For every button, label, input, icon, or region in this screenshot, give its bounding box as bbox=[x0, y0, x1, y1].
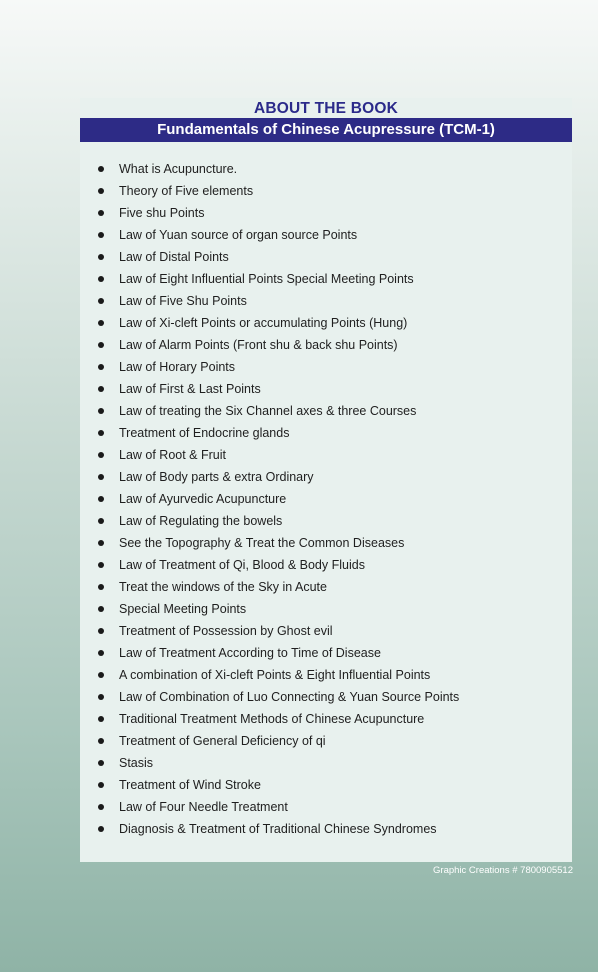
bullet-icon bbox=[98, 694, 104, 700]
bullet-icon bbox=[98, 540, 104, 546]
bullet-icon bbox=[98, 826, 104, 832]
bullet-icon bbox=[98, 562, 104, 568]
list-item-label: Law of treating the Six Channel axes & three Courses bbox=[119, 404, 417, 418]
bullet-icon bbox=[98, 672, 104, 678]
bullet-icon bbox=[98, 496, 104, 502]
list-item-label: Five shu Points bbox=[119, 206, 205, 220]
list-item-label: Law of Regulating the bowels bbox=[119, 514, 283, 528]
bullet-icon bbox=[98, 364, 104, 370]
bullet-icon bbox=[98, 804, 104, 810]
list-item bbox=[80, 642, 459, 664]
list-item bbox=[80, 224, 459, 246]
list-item bbox=[80, 752, 459, 774]
list-item bbox=[80, 356, 459, 378]
list-item-label: Law of Four Needle Treatment bbox=[119, 800, 288, 814]
bullet-icon bbox=[98, 276, 104, 282]
list-item-label: Treatment of General Deficiency of qi bbox=[119, 734, 326, 748]
bullet-icon bbox=[98, 342, 104, 348]
bullet-icon bbox=[98, 254, 104, 260]
list-item bbox=[80, 378, 459, 400]
list-item bbox=[80, 532, 459, 554]
list-item-label: Law of Alarm Points (Front shu & back shu Points) bbox=[119, 338, 398, 352]
list-item-label: Treatment of Wind Stroke bbox=[119, 778, 261, 792]
bullet-icon bbox=[98, 650, 104, 656]
list-item-label: Diagnosis & Treatment of Traditional Chinese Syndromes bbox=[119, 822, 437, 836]
list-item bbox=[80, 708, 459, 730]
list-item-label: Stasis bbox=[119, 756, 154, 770]
bullet-icon bbox=[98, 452, 104, 458]
list-item-label: Law of Eight Influential Points Special Meeting Points bbox=[119, 272, 414, 286]
list-item-label: Law of Treatment of Qi, Blood & Body Fluids bbox=[119, 558, 365, 572]
book-title-banner: Fundamentals of Chinese Acupressure (TCM-1) bbox=[80, 118, 572, 142]
list-item bbox=[80, 510, 459, 532]
list-item-label: See the Topography & Treat the Common Diseases bbox=[119, 536, 405, 550]
list-item-label: What is Acupuncture. bbox=[119, 162, 238, 176]
list-item bbox=[80, 202, 459, 224]
bullet-icon bbox=[98, 166, 104, 172]
list-item bbox=[80, 598, 459, 620]
bullet-icon bbox=[98, 628, 104, 634]
list-item-label: Special Meeting Points bbox=[119, 602, 247, 616]
list-item bbox=[80, 796, 459, 818]
list-item bbox=[80, 620, 459, 642]
list-item-label: Treatment of Endocrine glands bbox=[119, 426, 290, 440]
list-item-label: Law of Horary Points bbox=[119, 360, 236, 374]
list-item-label: Law of Xi-cleft Points or accumulating Points (Hung) bbox=[119, 316, 408, 330]
list-item-label: Law of Treatment According to Time of Disease bbox=[119, 646, 381, 660]
bullet-icon bbox=[98, 430, 104, 436]
bullet-icon bbox=[98, 408, 104, 414]
list-item bbox=[80, 334, 459, 356]
bullet-icon bbox=[98, 210, 104, 216]
list-item bbox=[80, 268, 459, 290]
list-item-label: Law of Ayurvedic Acupuncture bbox=[119, 492, 287, 506]
list-item bbox=[80, 664, 459, 686]
list-item-label: Law of First & Last Points bbox=[119, 382, 261, 396]
list-item bbox=[80, 576, 459, 598]
bullet-icon bbox=[98, 606, 104, 612]
list-item-label: Law of Root & Fruit bbox=[119, 448, 226, 462]
list-item bbox=[80, 422, 459, 444]
list-item bbox=[80, 246, 459, 268]
list-item bbox=[80, 444, 459, 466]
about-book-panel bbox=[80, 98, 572, 862]
list-item-label: Traditional Treatment Methods of Chinese Acupuncture bbox=[119, 712, 425, 726]
bullet-icon bbox=[98, 716, 104, 722]
bullet-icon bbox=[98, 738, 104, 744]
list-item-label: Treat the windows of the Sky in Acute bbox=[119, 580, 327, 594]
list-item bbox=[80, 686, 459, 708]
bullet-icon bbox=[98, 386, 104, 392]
list-item bbox=[80, 730, 459, 752]
bullet-icon bbox=[98, 298, 104, 304]
bullet-icon bbox=[98, 518, 104, 524]
bullet-icon bbox=[98, 782, 104, 788]
list-item-label: A combination of Xi-cleft Points & Eight Influential Points bbox=[119, 668, 431, 682]
list-item bbox=[80, 290, 459, 312]
list-item bbox=[80, 400, 459, 422]
list-item-label: Law of Distal Points bbox=[119, 250, 229, 264]
list-item-label: Treatment of Possession by Ghost evil bbox=[119, 624, 333, 638]
list-item bbox=[80, 158, 459, 180]
bullet-icon bbox=[98, 232, 104, 238]
list-item bbox=[80, 774, 459, 796]
list-item bbox=[80, 312, 459, 334]
list-item-label: Law of Combination of Luo Connecting & Yuan Source Points bbox=[119, 690, 460, 704]
section-heading: ABOUT THE BOOK bbox=[253, 100, 399, 117]
bullet-icon bbox=[98, 188, 104, 194]
list-item bbox=[80, 180, 459, 202]
list-item-label: Theory of Five elements bbox=[119, 184, 254, 198]
topic-list bbox=[80, 158, 459, 840]
list-item bbox=[80, 818, 459, 840]
list-item bbox=[80, 466, 459, 488]
list-item-label: Law of Five Shu Points bbox=[119, 294, 247, 308]
list-item-label: Law of Yuan source of organ source Points bbox=[119, 228, 358, 242]
bullet-icon bbox=[98, 584, 104, 590]
bullet-icon bbox=[98, 760, 104, 766]
publisher-credit: Graphic Creations # 7800905512 bbox=[433, 865, 573, 876]
bullet-icon bbox=[98, 474, 104, 480]
bullet-icon bbox=[98, 320, 104, 326]
list-item-label: Law of Body parts & extra Ordinary bbox=[119, 470, 314, 484]
list-item bbox=[80, 554, 459, 576]
list-item bbox=[80, 488, 459, 510]
